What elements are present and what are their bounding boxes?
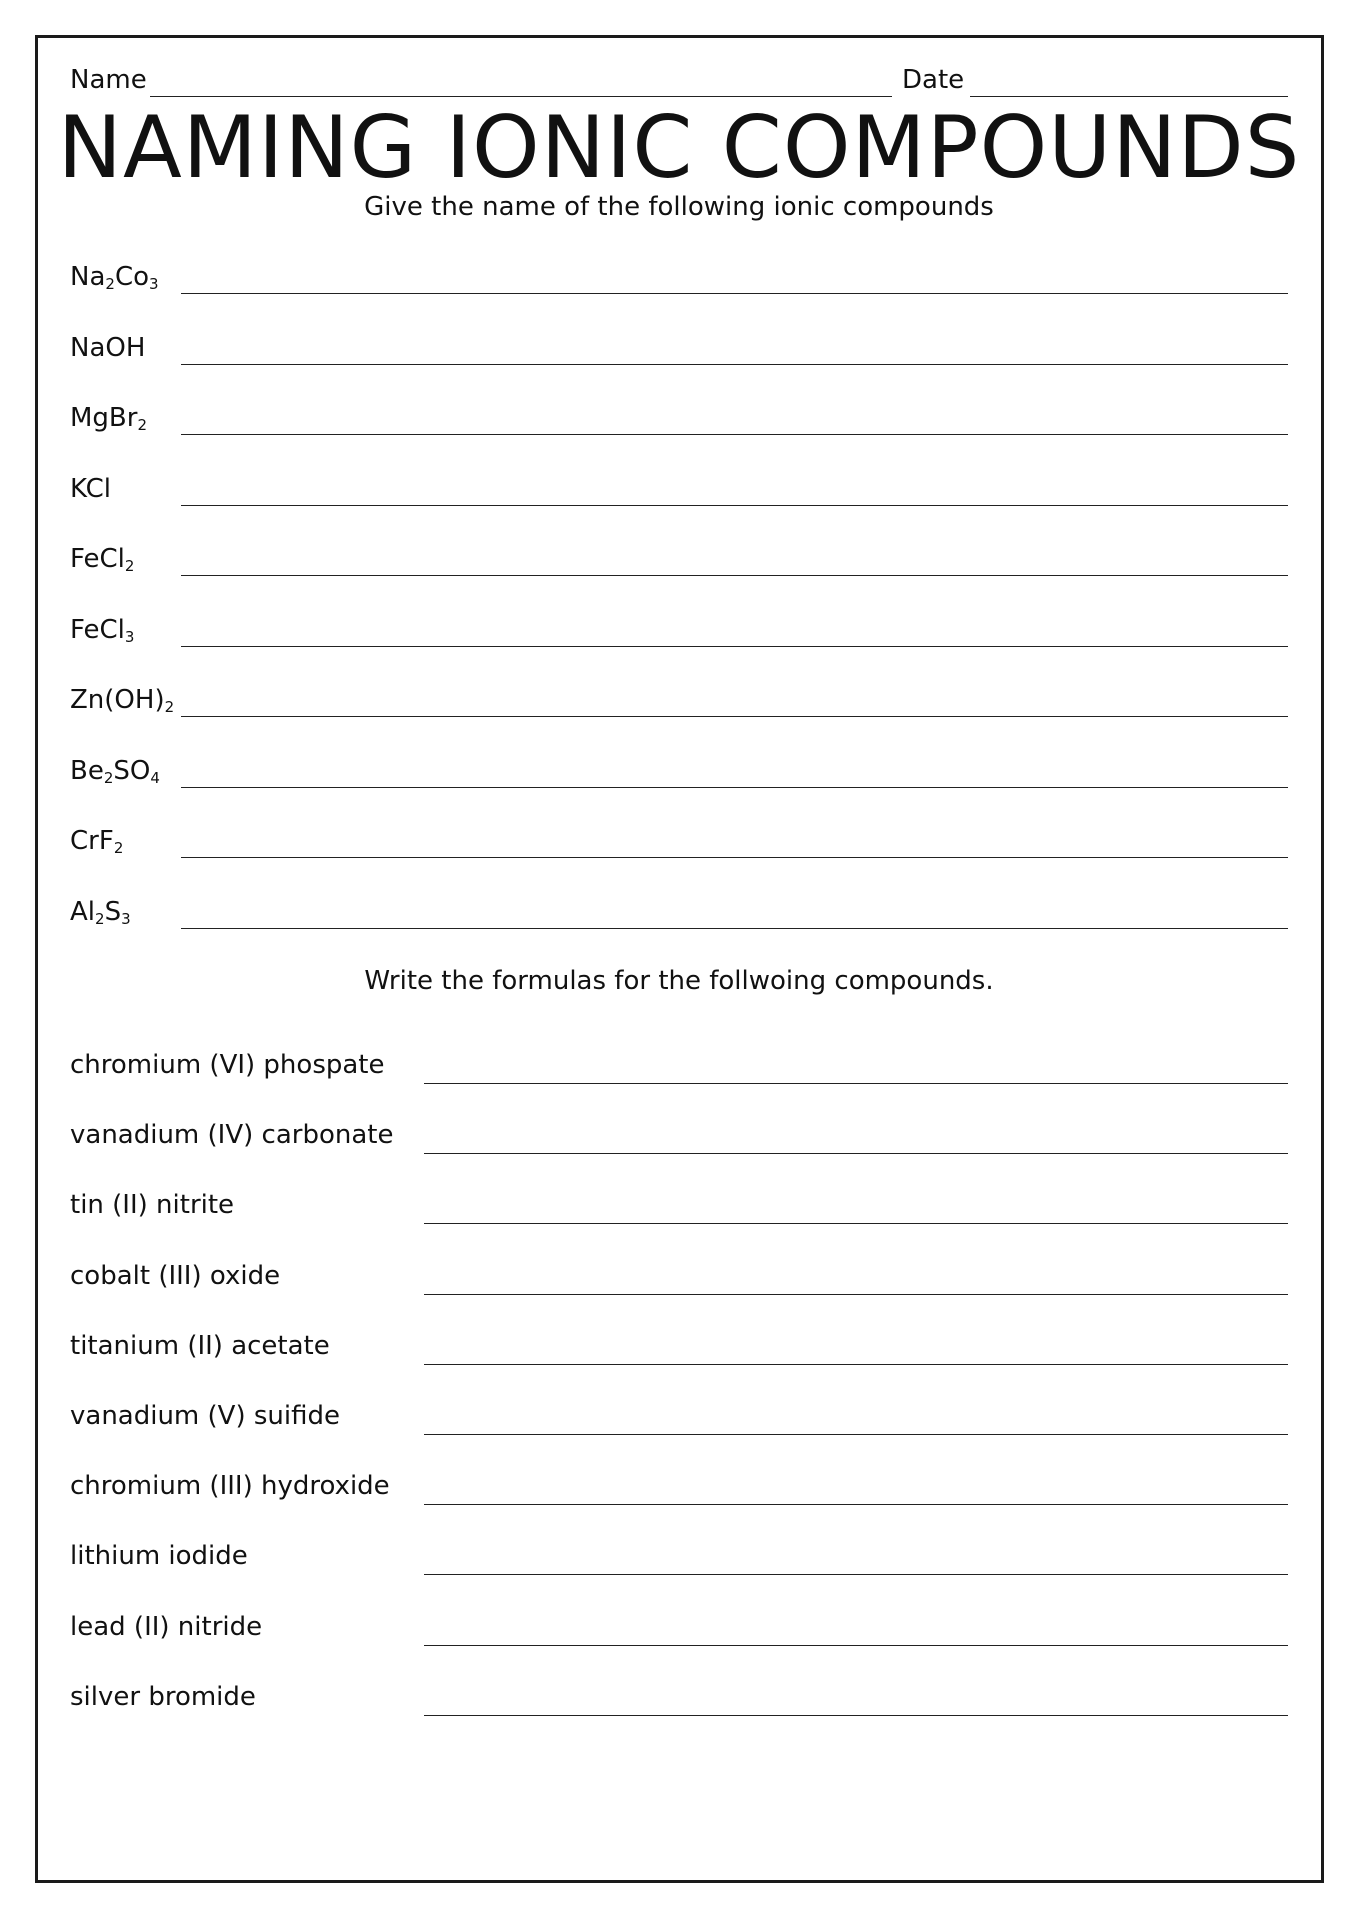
answer-line[interactable] — [424, 1645, 1288, 1646]
answer-line[interactable] — [424, 1083, 1288, 1084]
answer-line[interactable] — [424, 1715, 1288, 1716]
page-border — [35, 35, 1324, 1883]
compound-name: lead (II) nitride — [70, 1611, 263, 1642]
compound-formula: MgBr$_2$ — [70, 403, 148, 434]
answer-line[interactable] — [181, 787, 1288, 788]
answer-line[interactable] — [181, 434, 1288, 435]
answer-line[interactable] — [181, 505, 1288, 506]
compound-name: lithium iodide — [70, 1541, 248, 1572]
answer-line[interactable] — [424, 1294, 1288, 1295]
compound-name: titanium (II) acetate — [70, 1330, 330, 1361]
section1-instruction: Give the name of the following ionic compounds — [364, 192, 994, 222]
date-label: Date — [902, 65, 965, 95]
answer-line[interactable] — [424, 1434, 1288, 1435]
compound-formula: $Na_2Co_3$ — [70, 262, 159, 293]
answer-line[interactable] — [181, 575, 1288, 576]
answer-line[interactable] — [424, 1153, 1288, 1154]
compound-name: vanadium (IV) carbonate — [70, 1120, 394, 1151]
compound-formula: NaOH — [70, 332, 146, 363]
answer-line[interactable] — [424, 1574, 1288, 1575]
name-field[interactable] — [150, 96, 892, 97]
name-label: Name — [70, 65, 147, 95]
answer-line[interactable] — [181, 857, 1288, 858]
compound-name: chromium (VI) phospate — [70, 1050, 385, 1080]
answer-line[interactable] — [181, 293, 1288, 294]
compound-name: vanadium (V) suifide — [70, 1401, 340, 1431]
compound-name: silver bromide — [70, 1681, 256, 1712]
answer-line[interactable] — [424, 1364, 1288, 1365]
compound-formula: $Al_2S_3$ — [70, 896, 131, 928]
answer-line[interactable] — [181, 646, 1288, 647]
answer-line[interactable] — [424, 1223, 1288, 1224]
compound-formula: CrF$_2$ — [70, 826, 124, 857]
section2-instruction: Write the formulas for the follwoing compounds. — [364, 966, 994, 996]
answer-line[interactable] — [181, 716, 1288, 717]
date-field[interactable] — [970, 96, 1288, 97]
page-title: NAMING IONIC COMPOUNDS — [57, 98, 1301, 198]
compound-name: cobalt (III) oxide — [70, 1260, 281, 1291]
compound-formula: FeCl$_2$ — [70, 544, 135, 575]
compound-name: tin (II) nitrite — [70, 1190, 235, 1221]
compound-formula: KCl — [70, 473, 112, 504]
answer-line[interactable] — [424, 1504, 1288, 1505]
compound-formula: FeCl$_3$ — [70, 614, 135, 646]
compound-name: chromium (III) hydroxide — [70, 1471, 390, 1502]
answer-line[interactable] — [181, 928, 1288, 929]
compound-formula: $Zn(OH)_2$ — [70, 685, 175, 716]
compound-formula: $Be_2SO_4$ — [70, 755, 160, 787]
answer-line[interactable] — [181, 364, 1288, 365]
